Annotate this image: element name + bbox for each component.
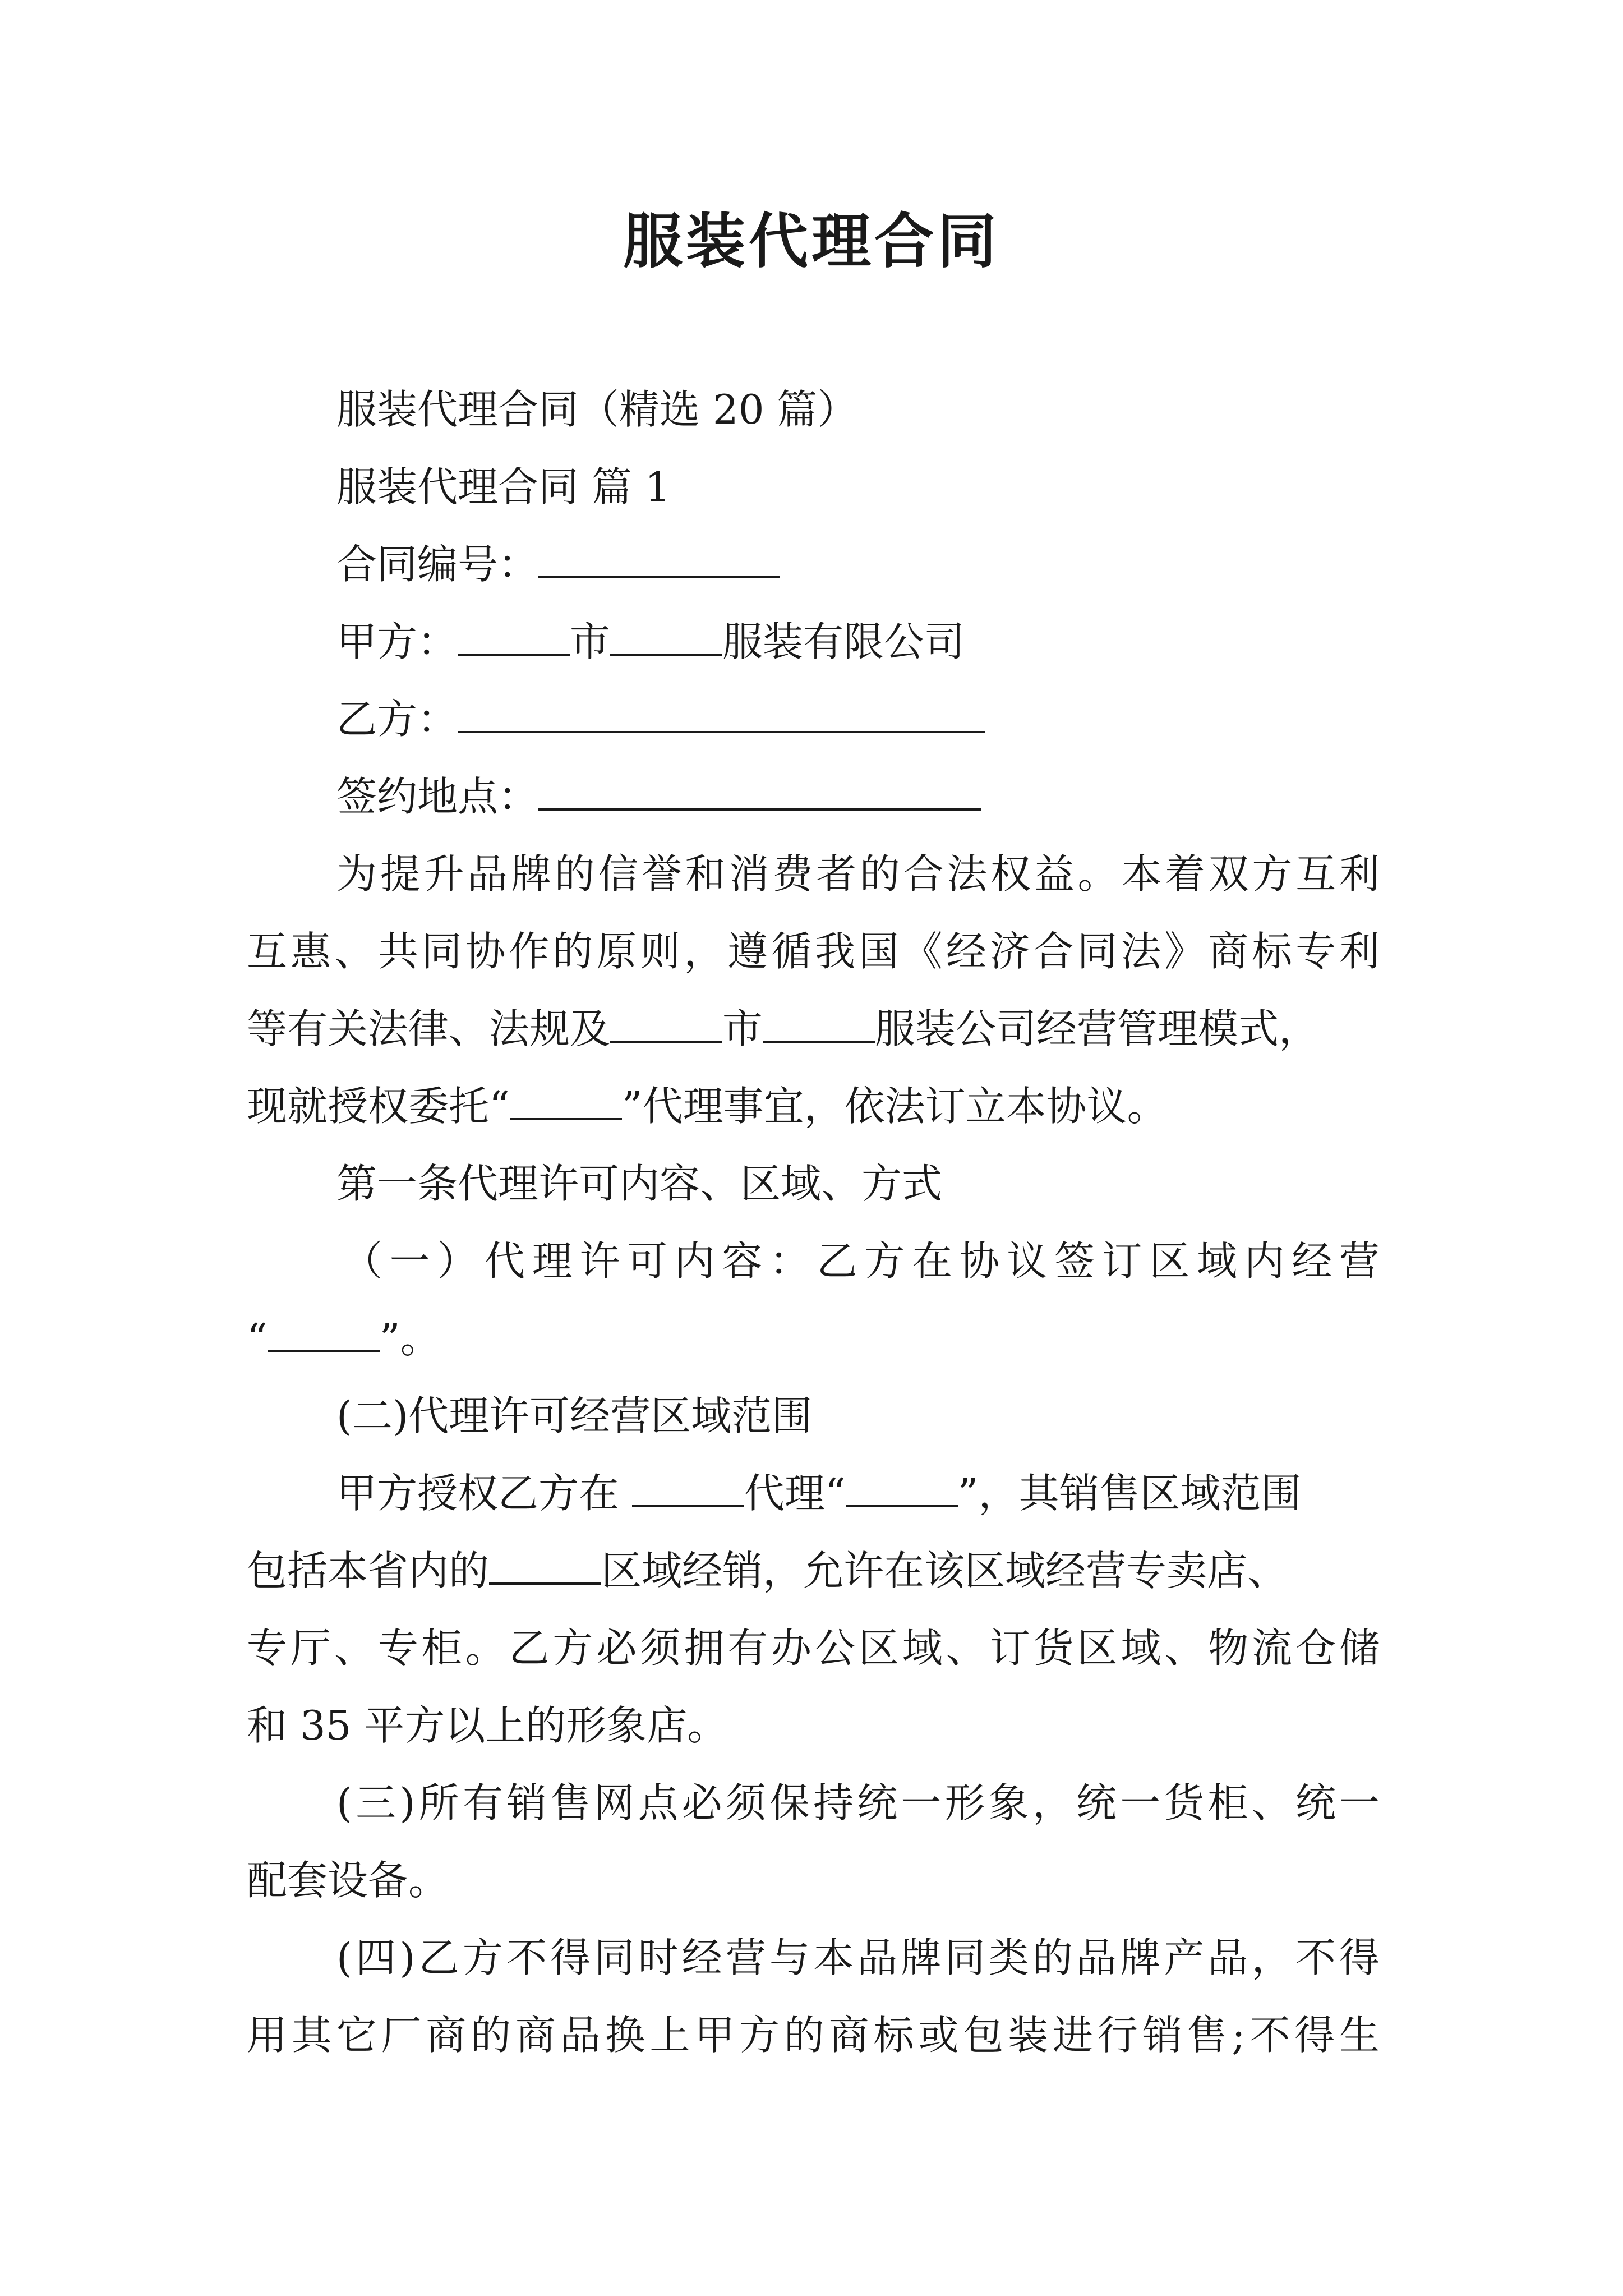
article-1-item-2-para-line-2: [247, 1543, 1288, 1599]
preamble-line-1: 为提升品牌的信誉和消费者的合法权益。本着双方互利: [336, 850, 1380, 898]
item-2-brand-blank: [846, 1470, 958, 1507]
preamble-city-blank: [610, 1006, 722, 1043]
preamble-line-4: [247, 1078, 1168, 1134]
party-b-blank: [458, 696, 985, 733]
article-1-heading: 第一条代理许可内容、区域、方式: [336, 1160, 943, 1207]
party-a-line: [336, 614, 965, 670]
preamble-line-4-text-b: ”代理事宜，依法订立本协议。: [621, 1083, 1168, 1130]
preamble-line-3-text-b: 市: [722, 1005, 763, 1052]
item-2-text-b: 代理“: [744, 1470, 846, 1517]
article-1-item-2-para-line-4: 和 35 平方以上的形象店。: [247, 1702, 728, 1749]
article-1-item-1-line-1: （一）代理许可内容：乙方在协议签订区域内经营: [342, 1237, 1380, 1285]
article-1-item-2-para-line-3: 专厅、专柜。乙方必须拥有办公区域、订货区域、物流仓储: [247, 1625, 1380, 1672]
item-1-brand-blank: [268, 1315, 380, 1352]
article-1-item-2-para-line-1: [336, 1465, 1302, 1521]
party-a-company-suffix: 服装有限公司: [722, 618, 965, 665]
preamble-line-2: 互惠、共同协作的原则，遵循我国《经济合同法》商标专利: [247, 928, 1380, 975]
item-2-text-a: 甲方授权乙方在: [336, 1470, 632, 1517]
article-1-item-4-line-2: 用其它厂商的商品换上甲方的商标或包装进行销售;不得生: [247, 2012, 1380, 2059]
document-subtitle: 服装代理合同（精选 20 篇）: [336, 386, 858, 433]
document-title: 服装代理合同: [623, 206, 1000, 276]
preamble-line-3-text-a: 等有关法律、法规及: [247, 1005, 611, 1052]
preamble-line-3-text-c: 服装公司经营管理模式，: [875, 1005, 1320, 1052]
article-1-item-3-line-2: 配套设备。: [247, 1857, 449, 1904]
preamble-company-blank: [763, 1006, 875, 1043]
article-1-item-2-heading: (二)代理许可经营区域范围: [336, 1392, 813, 1439]
article-1-item-3-line-1: (三)所有销售网点必须保持统一形象，统一货柜、统一: [336, 1779, 1380, 1826]
party-b-line: [336, 691, 985, 747]
sign-place-blank: [538, 774, 981, 811]
article-1-item-1-line-2: [247, 1310, 441, 1366]
party-b-label: 乙方：: [336, 696, 458, 743]
item-2-text-c: ”，其销售区域范围: [957, 1470, 1302, 1517]
section-heading: 服装代理合同 篇 1: [336, 463, 671, 510]
preamble-line-3: [247, 1001, 1319, 1057]
party-a-city-blank: [458, 619, 570, 656]
contract-number-line: [336, 536, 780, 592]
party-a-city-suffix: 市: [570, 618, 611, 665]
item-1-open-quote: “: [247, 1315, 268, 1362]
sign-place-line: [336, 769, 981, 825]
article-1-item-4-line-1: (四)乙方不得同时经营与本品牌同类的品牌产品，不得: [336, 1934, 1380, 1981]
contract-number-label: 合同编号：: [336, 541, 539, 588]
item-2-line-2-text-a: 包括本省内的: [247, 1547, 490, 1594]
preamble-brand-blank: [510, 1083, 622, 1120]
contract-number-blank: [538, 541, 780, 578]
party-a-company-blank: [610, 619, 722, 656]
party-a-label: 甲方：: [336, 618, 458, 665]
item-2-province-region-blank: [489, 1548, 601, 1585]
item-1-close-quote: ”。: [379, 1315, 441, 1362]
sign-place-label: 签约地点：: [336, 773, 539, 820]
item-2-line-2-text-b: 区域经销，允许在该区域经营专卖店、: [601, 1547, 1288, 1594]
preamble-line-4-text-a: 现就授权委托“: [247, 1083, 510, 1130]
item-2-region-blank: [632, 1470, 744, 1507]
